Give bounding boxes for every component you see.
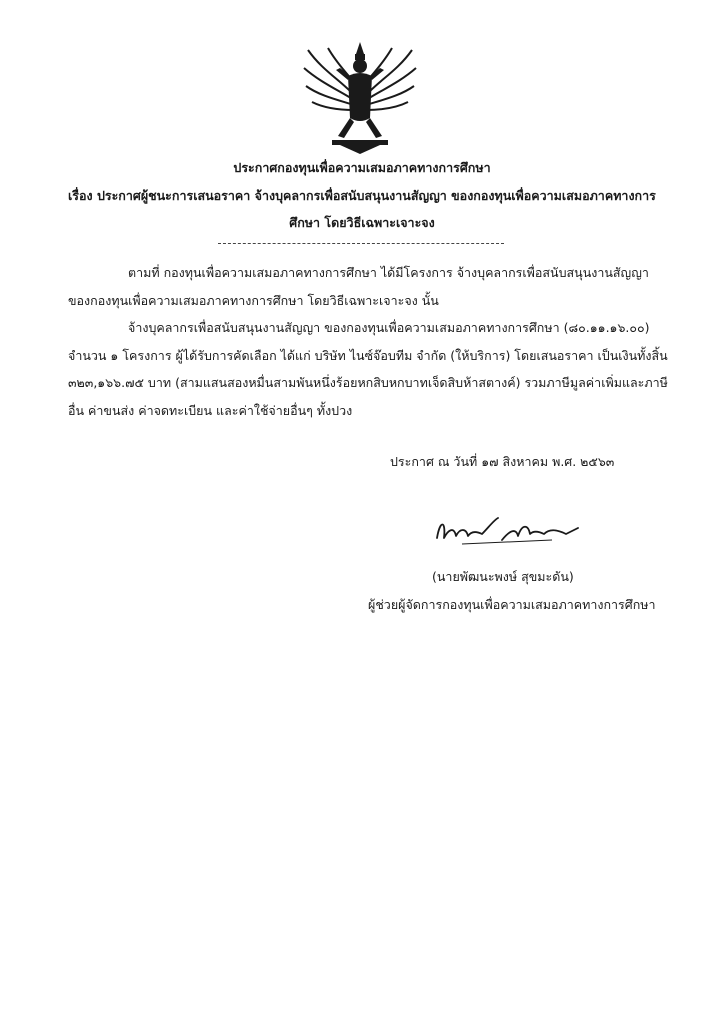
paragraph-2-line-4: อื่น ค่าขนส่ง ค่าจดทะเบียน และค่าใช้จ่ายอื่นๆ ทั้งปวง bbox=[68, 403, 353, 418]
paragraph-2-line-1: จ้างบุคลากรเพื่อสนับสนุนงานสัญญา ของกองทุนเพื่อความเสมอภาคทางการศึกษา (๘๐.๑๑.๑๖.๐๐) bbox=[128, 320, 650, 335]
subject-line-2: ศึกษา โดยวิธีเฉพาะเจาะจง bbox=[289, 215, 435, 230]
title-divider bbox=[218, 243, 504, 244]
signatory-name: (นายพัฒนะพงษ์ สุขมะดัน) bbox=[432, 569, 574, 584]
signatory-position: ผู้ช่วยผู้จัดการกองทุนเพื่อความเสมอภาคทางการศึกษา bbox=[368, 597, 656, 612]
handwritten-signature bbox=[432, 510, 582, 550]
subject-line-1: เรื่อง ประกาศผู้ชนะการเสนอราคา จ้างบุคลากรเพื่อสนับสนุนงานสัญญา ของกองทุนเพื่อความเสมอภาคทางการ bbox=[68, 188, 656, 203]
paragraph-1-line-1: ตามที่ กองทุนเพื่อความเสมอภาคทางการศึกษา ได้มีโครงการ จ้างบุคลากรเพื่อสนับสนุนงานสัญญา bbox=[128, 265, 649, 280]
paragraph-2-line-2: จำนวน ๑ โครงการ ผู้ได้รับการคัดเลือก ได้แก่ บริษัท ไนซ์จ๊อบทีม จำกัด (ให้บริการ) โดยเสนอราคา เป็นเงินทั้งสิ้น bbox=[68, 348, 668, 363]
announcement-date: ประกาศ ณ วันที่ ๑๗ สิงหาคม พ.ศ. ๒๕๖๓ bbox=[390, 454, 615, 469]
garuda-emblem-icon bbox=[300, 40, 420, 155]
paragraph-2-line-3: ๓๒๓,๑๖๖.๗๕ บาท (สามแสนสองหมื่นสามพันหนึ่งร้อยหกสิบหกบาทเจ็ดสิบห้าสตางค์) รวมภาษีมูลค่าเพิ่มและภาษี bbox=[68, 375, 668, 390]
paragraph-1-line-2: ของกองทุนเพื่อความเสมอภาคทางการศึกษา โดยวิธีเฉพาะเจาะจง นั้น bbox=[68, 293, 439, 308]
announcement-title: ประกาศกองทุนเพื่อความเสมอภาคทางการศึกษา bbox=[233, 160, 491, 175]
